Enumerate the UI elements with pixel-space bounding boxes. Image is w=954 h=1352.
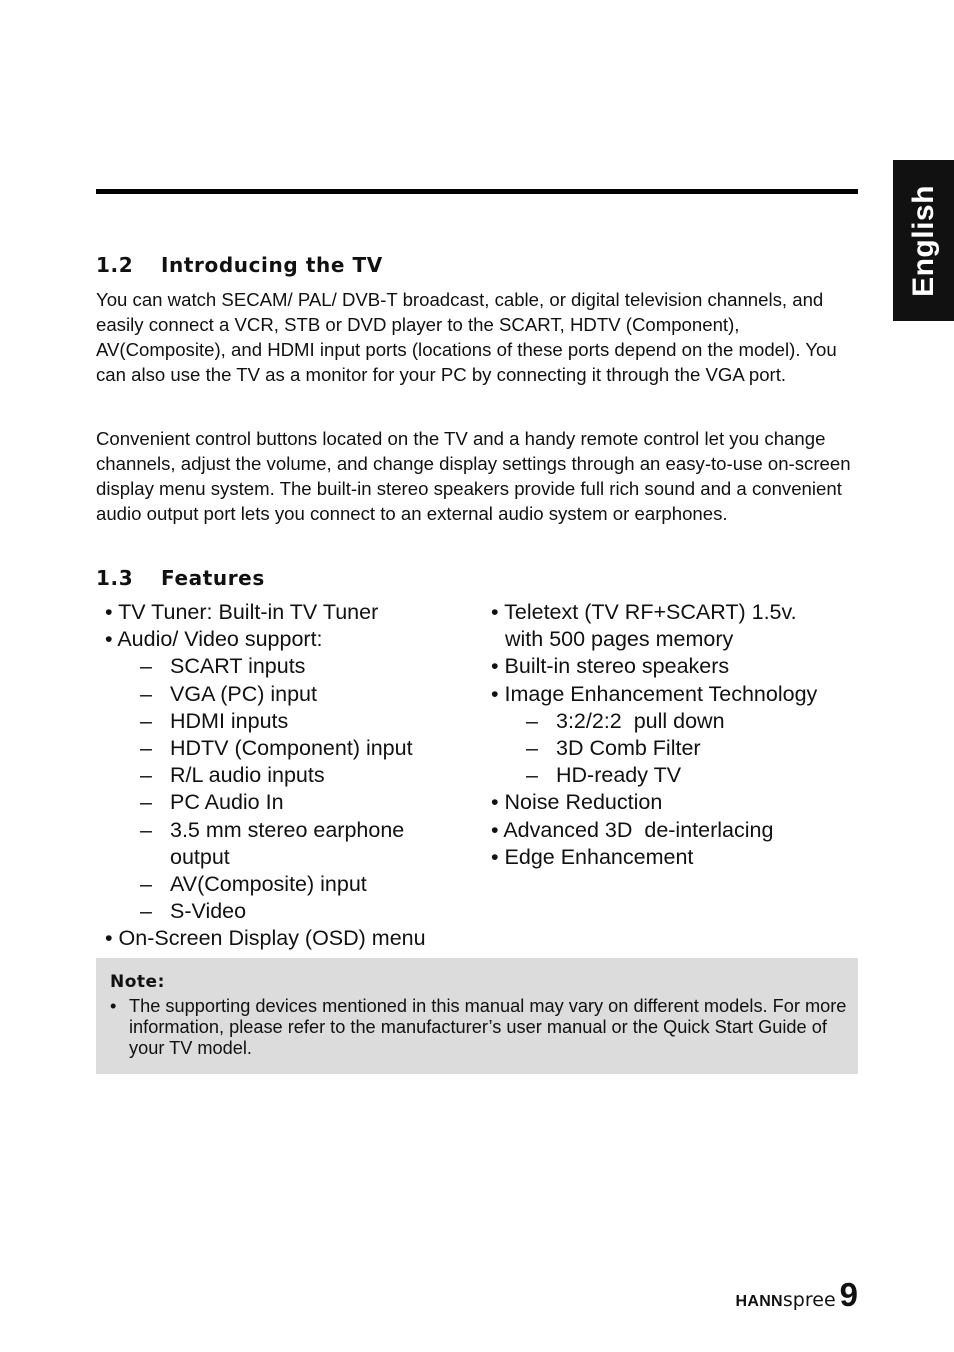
- feature-subitem: – HDMI inputs: [105, 708, 485, 735]
- feature-subitem: – 3:2/2:2 pull down: [491, 708, 861, 735]
- section-number: 1.2: [96, 253, 134, 277]
- section-title: Features: [161, 566, 265, 590]
- note-body: [110, 996, 850, 1059]
- feature-subitem: – VGA (PC) input: [105, 681, 485, 708]
- top-rule: [96, 189, 858, 194]
- brand-logo: HANNspree: [735, 1289, 836, 1311]
- note-text: The supporting devices mentioned in this manual may vary on different models. For more information, please refer to the manufacturer’s user manual or the Quick Start Guide of your TV model.: [129, 996, 847, 1058]
- feature-item: • Advanced 3D de-interlacing: [491, 817, 774, 842]
- feature-subitem: – PC Audio In: [105, 789, 485, 816]
- feature-item: • Edge Enhancement: [491, 844, 694, 869]
- language-tab-label: English: [906, 184, 940, 297]
- section-number: 1.3: [96, 566, 134, 590]
- feature-subitem: – HD-ready TV: [491, 762, 861, 789]
- feature-subitem: – AV(Composite) input: [105, 871, 485, 898]
- feature-item: • Noise Reduction: [491, 790, 663, 815]
- note-title: Note:: [110, 972, 165, 992]
- feature-subitem: – HDTV (Component) input: [105, 735, 485, 762]
- feature-subitem: – 3.5 mm stereo earphone: [105, 817, 485, 844]
- section-heading-features: [96, 566, 265, 590]
- feature-item: • Image Enhancement Technology: [491, 681, 818, 706]
- features-left-column: [105, 599, 485, 953]
- note-box: [96, 958, 858, 1074]
- feature-item-continuation: with 500 pages memory: [505, 627, 734, 652]
- feature-subitem: – S-Video: [105, 898, 485, 925]
- page-footer: [735, 1276, 858, 1314]
- feature-subitem: – SCART inputs: [105, 653, 485, 680]
- feature-item: • Built-in stereo speakers: [491, 654, 730, 679]
- language-tab: [893, 160, 954, 321]
- section-title: Introducing the TV: [161, 253, 383, 277]
- feature-subitem: – R/L audio inputs: [105, 762, 485, 789]
- feature-subitem-continuation: output: [170, 844, 230, 869]
- feature-item: • Audio/ Video support:: [105, 627, 323, 652]
- feature-item: • On-Screen Display (OSD) menu: [105, 926, 426, 951]
- intro-paragraph-1: You can watch SECAM/ PAL/ DVB-T broadcast, cable, or digital television channels, and easily connect a VCR, STB or DVD player to the SCART, HDTV (Component), AV(Composite), and HDMI input ports (locations of these ports depend on the model). You can also use the TV as a monitor for your PC by connecting it through the VGA port.: [96, 289, 837, 385]
- features-right-column: [491, 599, 861, 871]
- intro-paragraph-2: Convenient control buttons located on the TV and a handy remote control let you change channels, adjust the volume, and change display settings through an easy-to-use on-screen display menu system. The built-in stereo speakers provide full rich sound and a convenient audio output port lets you connect to an external audio system or earphones.: [96, 428, 851, 524]
- feature-item: • Teletext (TV RF+SCART) 1.5v.: [491, 600, 797, 624]
- section-heading-intro: [96, 253, 383, 277]
- page-number: 9: [839, 1276, 858, 1313]
- feature-item: • TV Tuner: Built-in TV Tuner: [105, 600, 379, 624]
- feature-subitem: – 3D Comb Filter: [491, 735, 861, 762]
- bullet-glyph: •: [110, 996, 117, 1016]
